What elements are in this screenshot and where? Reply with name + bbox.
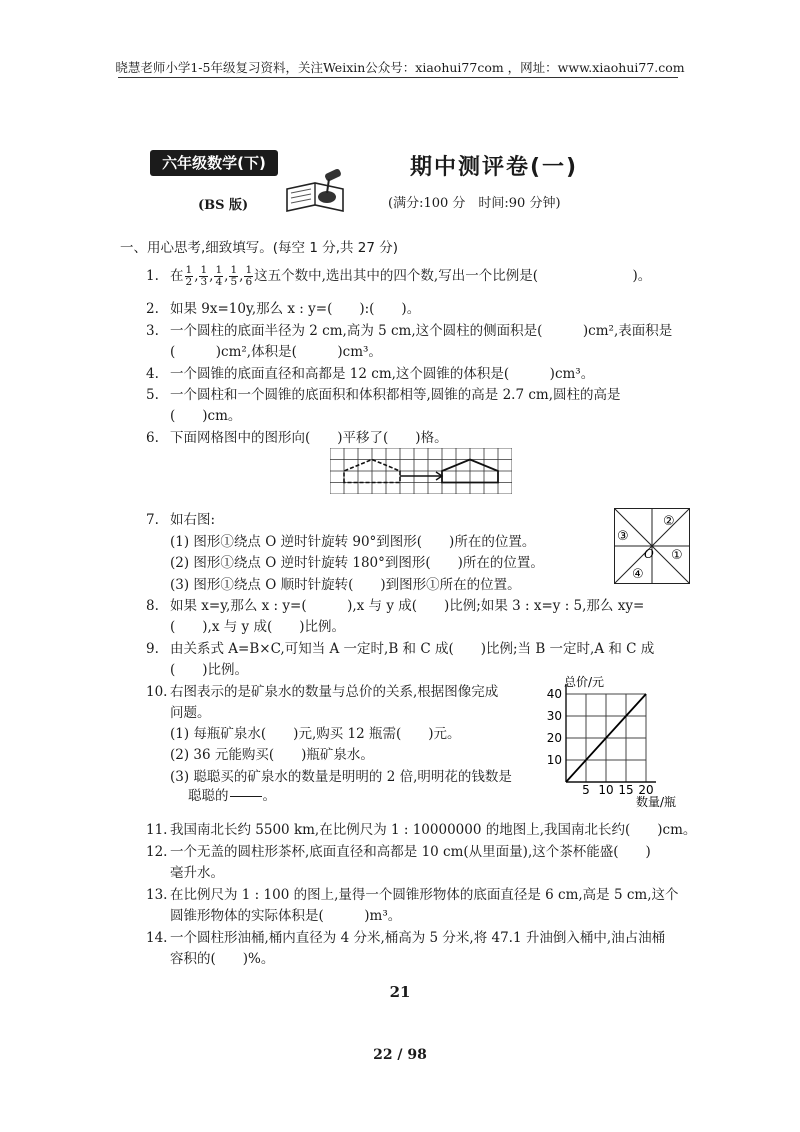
question-number: 11. <box>146 822 168 838</box>
question-14-line2: 容积的( )%。 <box>170 951 275 967</box>
question-text: 在比例尺为 1 : 100 的图上,量得一个圆锥形物体的底面直径是 6 cm,高是 5 cm,这个 <box>170 887 679 903</box>
figure-label: ① <box>671 548 683 563</box>
fraction: $\frac{1}{2}$ <box>185 264 193 288</box>
question-2 <box>146 297 420 317</box>
scoring-info: (满分:100 分 时间:90 分钟) <box>388 196 561 211</box>
question-text: 下面网格图中的图形向( )平移了( )格。 <box>170 430 448 446</box>
question-11 <box>146 818 696 838</box>
y-tick-label: 30 <box>546 709 562 723</box>
rotation-figure <box>614 508 690 584</box>
question-text: 如果 x=y,那么 x : y=( ),x 与 y 成( )比例;如果 3 : x=y : 5,那么 xy= <box>170 598 645 614</box>
question-10-item: (2) 36 元能购买( )瓶矿泉水。 <box>170 747 374 763</box>
question-6 <box>146 426 448 446</box>
x-tick-label: 10 <box>598 783 614 797</box>
question-text: 。 <box>262 788 276 804</box>
header-divider <box>118 77 678 78</box>
question-4 <box>146 362 594 382</box>
center-label: O <box>644 547 654 561</box>
question-number: 6. <box>146 430 159 446</box>
edition-label: (BS 版) <box>198 198 249 213</box>
chart-ylabel: 总价/元 <box>564 675 605 689</box>
question-1: 1. 在 $\frac{1}{2}$ , $\frac{1}{3}$ , $\frac{1}{4}$ , $\frac{1}{5}$ , $\frac{1}{6}$ 这五个数中,选出其中的四个数,写出一个比例是( )。 <box>146 264 652 288</box>
question-number: 7. <box>146 512 159 528</box>
page-count: 22 / 98 <box>373 1047 427 1063</box>
question-3-line2: ( )cm²,体积是( )cm³。 <box>170 344 382 360</box>
question-text: 聪聪的 <box>188 788 229 804</box>
question-12-line2: 毫升水。 <box>170 865 224 881</box>
fraction: $\frac{1}{6}$ <box>245 264 253 288</box>
book-telescope-icon <box>283 165 353 217</box>
question-7-item: (2) 图形①绕点 O 逆时针旋转 180°到图形( )所在的位置。 <box>170 555 544 571</box>
fraction-blank <box>230 785 262 808</box>
question-7 <box>146 508 215 528</box>
question-number: 12. <box>146 844 168 860</box>
page-title: 期中测评卷(一) <box>410 155 579 180</box>
site-header: 晓慧老师小学1-5年级复习资料，关注Weixin公众号：xiaohui77com ，网址：www.xiaohui77.com <box>115 60 685 75</box>
question-5 <box>146 383 621 403</box>
question-text: 一个圆柱形油桶,桶内直径为 4 分米,桶高为 5 分米,将 47.1 升油倒入桶中,油占油桶 <box>170 930 666 946</box>
question-10-item: (1) 每瓶矿泉水( )元,购买 12 瓶需( )元。 <box>170 726 461 742</box>
fraction: $\frac{1}{4}$ <box>215 264 223 288</box>
question-number: 5. <box>146 387 159 403</box>
question-text: 一个圆柱的底面半径为 2 cm,高为 5 cm,这个圆柱的侧面积是( )cm²,表面积是 <box>170 323 673 339</box>
x-tick-label: 5 <box>582 783 590 797</box>
question-text: 右图表示的是矿泉水的数量与总价的关系,根据图像完成 <box>170 684 499 700</box>
question-number: 1. <box>146 268 159 284</box>
y-tick-label: 40 <box>546 687 562 701</box>
question-10 <box>146 680 498 700</box>
question-number: 14. <box>146 930 168 946</box>
question-12 <box>146 840 651 860</box>
question-number: 4. <box>146 366 159 382</box>
chart-xlabel: 数量/瓶 <box>636 795 677 809</box>
question-number: 9. <box>146 641 159 657</box>
question-number: 2. <box>146 301 159 317</box>
question-9 <box>146 637 654 657</box>
question-text: 一个圆锥的底面直径和高都是 12 cm,这个圆锥的体积是( )cm³。 <box>170 366 595 382</box>
question-13-line2: 圆锥形物体的实际体积是( )m³。 <box>170 908 402 924</box>
grade-badge: 六年级数学(下) <box>150 150 278 176</box>
question-10-item: (3) 聪聪买的矿泉水的数量是明明的 2 倍,明明花的钱数是 <box>170 769 512 785</box>
question-text: 如果 9x=10y,那么 x : y=( ):( )。 <box>170 301 421 317</box>
question-number: 3. <box>146 323 159 339</box>
question-10-line2: 问题。 <box>170 705 211 721</box>
y-tick-label: 10 <box>546 753 562 767</box>
x-tick-label: 20 <box>638 783 654 797</box>
figure-label: ④ <box>632 567 644 582</box>
figure-label: ③ <box>617 529 629 544</box>
question-5-line2: ( )cm。 <box>170 408 242 424</box>
section-heading: 一、用心思考,细致填写。(每空 1 分,共 27 分) <box>120 240 399 256</box>
y-tick-label: 20 <box>546 731 562 745</box>
question-number: 13. <box>146 887 168 903</box>
page-number: 21 <box>389 983 411 1001</box>
question-text: 这五个数中,选出其中的四个数,写出一个比例是( )。 <box>254 268 652 284</box>
question-9-line2: ( )比例。 <box>170 662 249 678</box>
question-7-item: (3) 图形①绕点 O 顺时针旋转( )到图形①所在的位置。 <box>170 577 521 593</box>
translation-grid-figure <box>330 448 512 494</box>
question-text: 一个无盖的圆柱形茶杯,底面直径和高都是 10 cm(从里面量),这个茶杯能盛( ) <box>170 844 651 860</box>
question-8-line2: ( ),x 与 y 成( )比例。 <box>170 619 345 635</box>
price-quantity-chart <box>530 670 698 810</box>
question-text: 一个圆柱和一个圆锥的底面积和体积都相等,圆锥的高是 2.7 cm,圆柱的高是 <box>170 387 621 403</box>
question-10-tail <box>188 784 276 808</box>
question-7-item: (1) 图形①绕点 O 逆时针旋转 90°到图形( )所在的位置。 <box>170 534 536 550</box>
x-tick-label: 15 <box>618 783 634 797</box>
question-number: 8. <box>146 598 159 614</box>
fraction: $\frac{1}{5}$ <box>230 264 238 288</box>
question-text: 在 <box>170 268 184 284</box>
question-number: 10. <box>146 684 168 700</box>
question-text: 我国南北长约 5500 km,在比例尺为 1 : 10000000 的地图上,我国南北长约( )cm。 <box>170 822 697 838</box>
question-3 <box>146 319 672 339</box>
question-text: 如右图: <box>170 512 216 528</box>
question-13 <box>146 883 679 903</box>
fraction: $\frac{1}{3}$ <box>200 264 208 288</box>
figure-label: ② <box>663 514 675 529</box>
question-14 <box>146 926 665 946</box>
question-text: 由关系式 A=B×C,可知当 A 一定时,B 和 C 成( )比例;当 B 一定时,A 和 C 成 <box>170 641 655 657</box>
question-8 <box>146 594 644 614</box>
